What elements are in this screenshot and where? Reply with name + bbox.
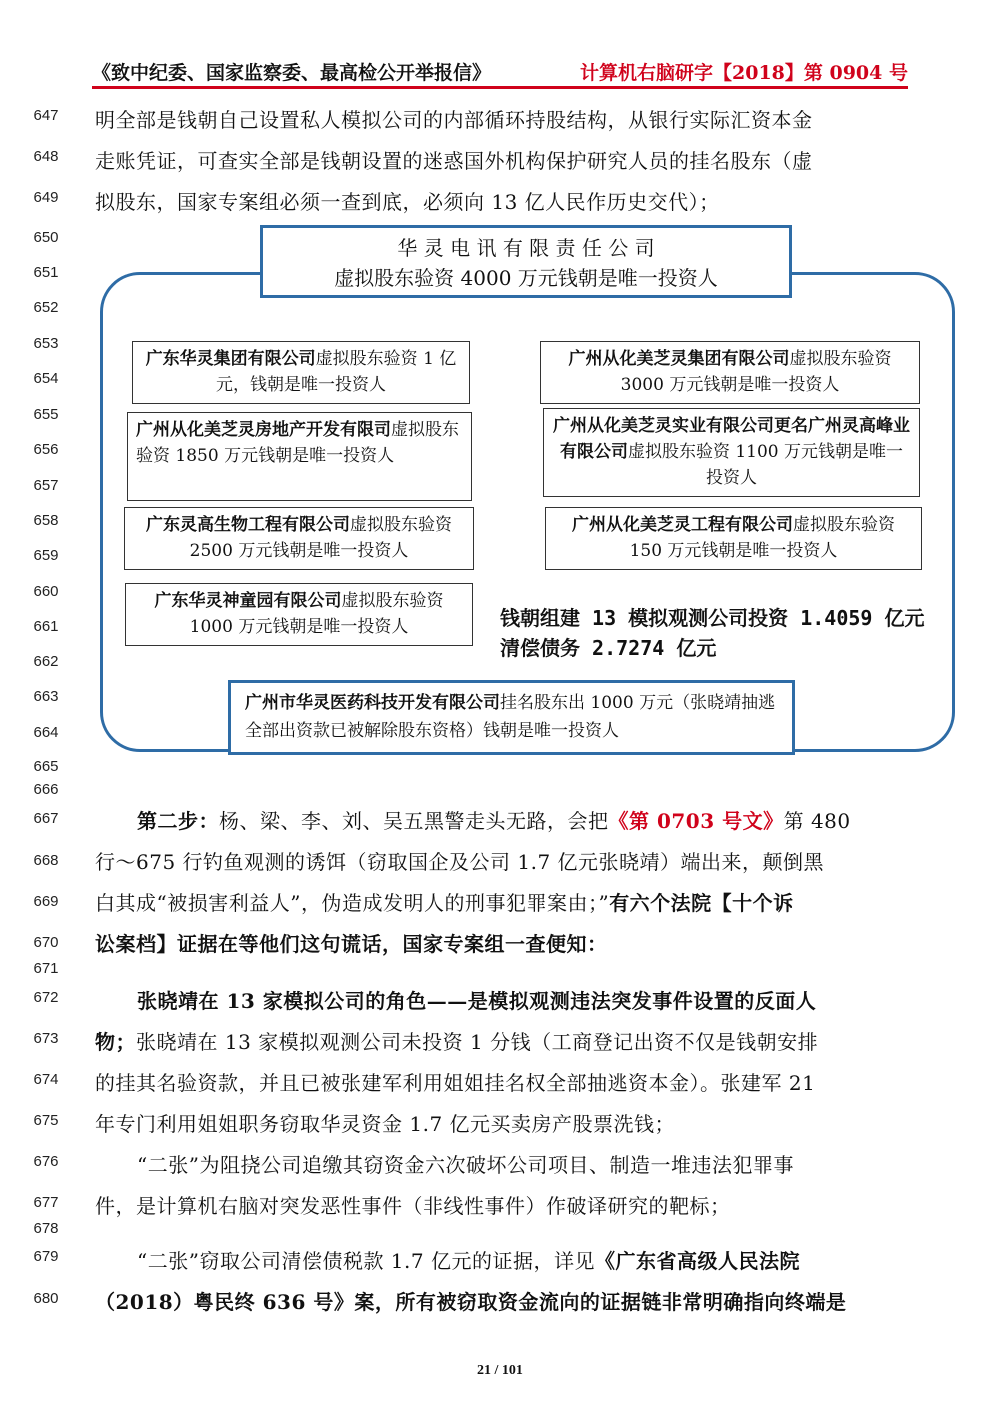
text-line-668: 行～675 行钓鱼观测的诱饵（窃取国企及公司 1.7 亿元张晓靖）端出来，颠倒黑: [95, 850, 825, 874]
line-number: 654: [33, 370, 59, 387]
step2-text-d: 有六个法院【十个诉: [609, 891, 794, 915]
line-number: 679: [33, 1248, 59, 1265]
line-number: 666: [33, 781, 59, 798]
line-number: 661: [33, 618, 59, 635]
line-number: 658: [33, 512, 59, 529]
header-title: 《致中纪委、国家监察委、最高检公开举报信》: [92, 62, 492, 84]
diagram-bottom-company-box: [228, 680, 795, 755]
text-line-677: 件，是计算机右脑对突发恶性事件（非线性事件）作破译研究的靶标；: [95, 1194, 731, 1218]
step2-text-a: 杨、梁、李、刘、吴五黑警走头无路，会把: [219, 809, 609, 833]
company-box: [543, 408, 920, 497]
line-number: 670: [33, 934, 59, 951]
company-box: [545, 507, 922, 570]
line-number: 678: [33, 1220, 59, 1237]
text-line-648: 走账凭证，可查实全部是钱朝设置的迷惑国外机构保护研究人员的挂名股东（虚: [95, 149, 813, 173]
text-line-676: [95, 1149, 910, 1178]
company-box: [540, 341, 920, 404]
line-number: 677: [33, 1194, 59, 1211]
company-name: 广州从化美芝灵实业有限公司更名广州灵高峰业有限公司: [553, 416, 910, 462]
zhang-text: 张晓靖在 13 家模拟观测公司未投资 1 分钱（工商登记出资不仅是钱朝安排: [136, 1030, 819, 1054]
zhang-role-heading-end: 物；: [95, 1030, 136, 1054]
evidence-text: “二张”窃取公司清偿债税款 1.7 亿元的证据，详见: [137, 1249, 595, 1273]
company-box: [127, 412, 472, 501]
step2-text-c: 白其成“被损害利益人”，伪造成发明人的刑事犯罪案由；”: [95, 891, 610, 915]
line-number: 647: [33, 107, 59, 124]
company-name: 广州从化美芝灵工程有限公司: [572, 515, 793, 535]
company-name: 广东华灵神童园有限公司: [154, 591, 342, 611]
company-box: [125, 583, 473, 646]
page-number: 21 / 101: [477, 1363, 523, 1378]
line-number: 652: [33, 299, 59, 316]
company-desc: 虚拟股东验资 150 万元钱朝是唯一投资人: [629, 515, 895, 561]
line-number: 671: [33, 960, 59, 977]
line-number: 648: [33, 148, 59, 165]
company-desc: 虚拟股东验资 1 亿元，钱朝是唯一投资人: [216, 349, 457, 395]
text-line-672: [95, 985, 910, 1014]
line-number: 650: [33, 229, 59, 246]
text-line-669: [95, 887, 910, 916]
company-box: [132, 341, 470, 404]
line-number: 664: [33, 724, 59, 741]
text-line-674: 的挂其名验资款，并且已被张建军利用姐姐挂名权全部抽逃资本金）。张建军 21: [95, 1071, 816, 1095]
line-number: 665: [33, 758, 59, 775]
company-desc: 虚拟股东验资 3000 万元钱朝是唯一投资人: [620, 349, 892, 395]
line-number: 675: [33, 1112, 59, 1129]
text-line-670: 讼案档】证据在等他们这句谎话，国家专案组一查便知：: [95, 932, 608, 956]
line-number: 649: [33, 189, 59, 206]
company-desc: 虚拟股东验资 2500 万元钱朝是唯一投资人: [189, 515, 452, 561]
line-number: 663: [33, 688, 59, 705]
line-number: 656: [33, 441, 59, 458]
diagram-summary: 钱朝组建 13 模拟观测公司投资 1.4059 亿元清偿债务 2.7274 亿元: [500, 606, 925, 660]
text-line-679: [95, 1245, 910, 1274]
company-name: 广东华灵集团有限公司: [145, 349, 316, 369]
line-number: 655: [33, 406, 59, 423]
court-case-reference: 《广东省高级人民法院: [594, 1249, 800, 1273]
text-line-647: 明全部是钱朝自己设置私人模拟公司的内部循环持股结构，从银行实际汇资本金: [95, 108, 813, 132]
zhang-role-heading: 张晓靖在 13 家模拟公司的角色——是模拟观测违法突发事件设置的反面人: [137, 989, 817, 1013]
bottom-company-desc: 挂名股东出 1000 万元（张晓靖抽逃全部出资款已被解除股东资格）钱朝是唯一投资人: [245, 693, 776, 741]
line-number: 674: [33, 1071, 59, 1088]
line-number: 659: [33, 547, 59, 564]
line-number: 669: [33, 893, 59, 910]
line-number: 680: [33, 1290, 59, 1307]
line-number: 672: [33, 989, 59, 1006]
company-box: [124, 507, 474, 570]
line-number: 667: [33, 810, 59, 827]
step2-text-b: 第 480: [783, 809, 851, 833]
top-company-name: 华 灵 电 讯 有 限 责 任 公 司: [397, 236, 655, 260]
header-doc-number: 计算机右脑研字【2018】第 0904 号: [580, 62, 908, 84]
text-line-673: [95, 1026, 910, 1055]
header-rule: [92, 86, 908, 89]
step2-label: 第二步：: [137, 809, 219, 833]
two-zhang-text: “二张”为阻挠公司追缴其窃资金六次破坏公司项目、制造一堆违法犯罪事: [137, 1153, 794, 1177]
line-number: 673: [33, 1030, 59, 1047]
company-name: 广州从化美芝灵集团有限公司: [568, 349, 790, 369]
diagram-top-company-box: [260, 225, 792, 298]
step2-reference-link[interactable]: 《第 0703 号文》: [608, 809, 784, 833]
company-desc: 虚拟股东验资 1100 万元钱朝是唯一投资人: [627, 442, 904, 488]
top-company-desc: 虚拟股东验资 4000 万元钱朝是唯一投资人: [334, 266, 718, 290]
line-number: 660: [33, 583, 59, 600]
line-number: 657: [33, 477, 59, 494]
company-name: 广州从化美芝灵房地产开发有限司: [136, 420, 391, 440]
text-line-675: 年专门利用姐姐职务窃取华灵资金 1.7 亿元买卖房产股票洗钱；: [95, 1112, 676, 1136]
text-line-649: 拟股东，国家专案组必须一查到底，必须向 13 亿人民作历史交代）；: [95, 190, 720, 214]
line-number: 676: [33, 1153, 59, 1170]
bottom-company-name: 广州市华灵医药科技开发有限公司: [245, 693, 500, 713]
line-number: 662: [33, 653, 59, 670]
line-number: 653: [33, 335, 59, 352]
company-desc: 虚拟股东验资 1850 万元钱朝是唯一投资人: [136, 420, 459, 466]
company-desc: 虚拟股东验资 1000 万元钱朝是唯一投资人: [189, 591, 444, 637]
line-number: 651: [33, 264, 59, 281]
text-line-680: （2018）粤民终 636 号》案，所有被窃取资金流向的证据链非常明确指向终端是: [95, 1290, 847, 1314]
line-number: 668: [33, 852, 59, 869]
text-line-667: [95, 805, 910, 834]
company-name: 广东灵高生物工程有限公司: [146, 515, 350, 535]
